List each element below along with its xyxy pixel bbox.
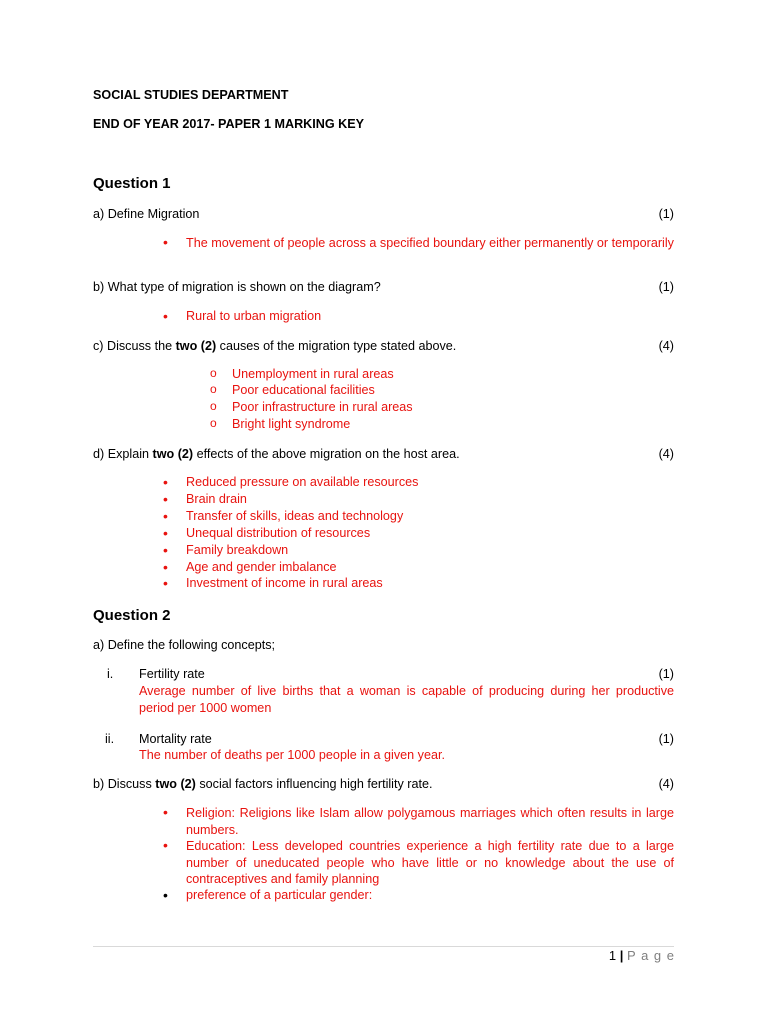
bullet-icon: • (163, 837, 168, 853)
q1b-answer: Rural to urban migration (186, 309, 322, 323)
q2b-question-post: social factors influencing high fertility rate. (195, 777, 433, 791)
q2b-row (93, 777, 674, 791)
q1b-row (93, 280, 674, 294)
q1d-answer: Reduced pressure on available resources (186, 475, 419, 489)
q2a-i-answer: Average number of live births that a woman is capable of producing during her productive period per 1000 women (139, 684, 674, 715)
q2a-ii-number: ii. (105, 732, 115, 746)
q1d-question-post: effects of the above migration on the host area. (193, 447, 460, 461)
bullet-icon: • (163, 542, 168, 558)
circle-bullet-icon: o (210, 366, 217, 380)
q1d-answer: Family breakdown (186, 543, 289, 557)
q2a-row (93, 638, 674, 652)
q2a-i-term: Fertility rate (139, 667, 205, 681)
document-title: END OF YEAR 2017- PAPER 1 MARKING KEY (93, 117, 365, 131)
footer-divider (93, 946, 674, 947)
q1d-row (93, 447, 674, 461)
q1c-answer: Bright light syndrome (232, 417, 351, 431)
q2a-question: a) Define the following concepts; (93, 638, 276, 652)
q1d-answer: Age and gender imbalance (186, 560, 337, 574)
bullet-icon: • (163, 525, 168, 541)
q2a-ii-answer: The number of deaths per 1000 people in a given year. (139, 748, 445, 762)
question-1-heading: Question 1 (93, 175, 171, 192)
department-heading: SOCIAL STUDIES DEPARTMENT (93, 88, 289, 102)
bullet-icon: • (163, 491, 168, 507)
q2a-ii-term: Mortality rate (139, 732, 212, 746)
q1c-question-pre: c) Discuss the (93, 339, 176, 353)
q1d-question-bold: two (2) (152, 447, 194, 461)
q1b-question: b) What type of migration is shown on the diagram? (93, 280, 381, 294)
q1c-marks: (4) (658, 339, 674, 353)
q2b-question-pre: b) Discuss (93, 777, 156, 791)
q1d-answer: Brain drain (186, 492, 247, 506)
circle-bullet-icon: o (210, 416, 217, 430)
q2a-i-number: i. (107, 667, 114, 681)
bullet-icon: • (163, 559, 168, 575)
page-number: 1 (608, 948, 617, 963)
q2a-i-marks: (1) (658, 667, 674, 681)
q1c-answer: Poor educational facilities (232, 383, 375, 397)
q1b-marks: (1) (658, 280, 674, 294)
q1c-question-bold: two (2) (175, 339, 217, 353)
q1c-question-post: causes of the migration type stated above. (216, 339, 457, 353)
q2b-answer: Education: Less developed countries experience a high fertility rate due to a large number of uneducated people who have little or no knowledge about the use of contraceptives and family planning (186, 839, 674, 886)
circle-bullet-icon: o (210, 382, 217, 396)
q2b-marks: (4) (658, 777, 674, 791)
bullet-icon: • (163, 474, 168, 490)
page-footer (609, 948, 675, 963)
bullet-icon: • (163, 308, 168, 324)
q1d-question-pre: d) Explain (93, 447, 153, 461)
q2b-answer: preference of a particular gender: (186, 888, 373, 902)
bullet-icon: • (163, 575, 168, 591)
q1a-question: a) Define Migration (93, 207, 200, 221)
q1c-row (93, 339, 674, 353)
circle-bullet-icon: o (210, 399, 217, 413)
q1a-marks: (1) (658, 207, 674, 221)
q1a-answer: The movement of people across a specified boundary either permanently or temporarily (186, 236, 674, 250)
bullet-icon: • (163, 887, 168, 903)
q2b-answer: Religion: Religions like Islam allow polygamous marriages which often results in large numbers. (186, 806, 674, 837)
q2a-ii-marks: (1) (658, 732, 674, 746)
q2b-question-bold: two (2) (155, 777, 196, 791)
q1a-row (93, 207, 674, 221)
page-label: P a g e (627, 948, 675, 963)
q1d-answer: Transfer of skills, ideas and technology (186, 509, 404, 523)
q1d-answer: Investment of income in rural areas (186, 576, 383, 590)
q1d-marks: (4) (658, 447, 674, 461)
q1d-answer: Unequal distribution of resources (186, 526, 371, 540)
footer-separator: | (619, 948, 624, 963)
q1c-answer: Unemployment in rural areas (232, 367, 394, 381)
q1c-answer: Poor infrastructure in rural areas (232, 400, 413, 414)
bullet-icon: • (163, 804, 168, 820)
bullet-icon: • (163, 234, 168, 250)
question-2-heading: Question 2 (93, 607, 171, 624)
bullet-icon: • (163, 508, 168, 524)
